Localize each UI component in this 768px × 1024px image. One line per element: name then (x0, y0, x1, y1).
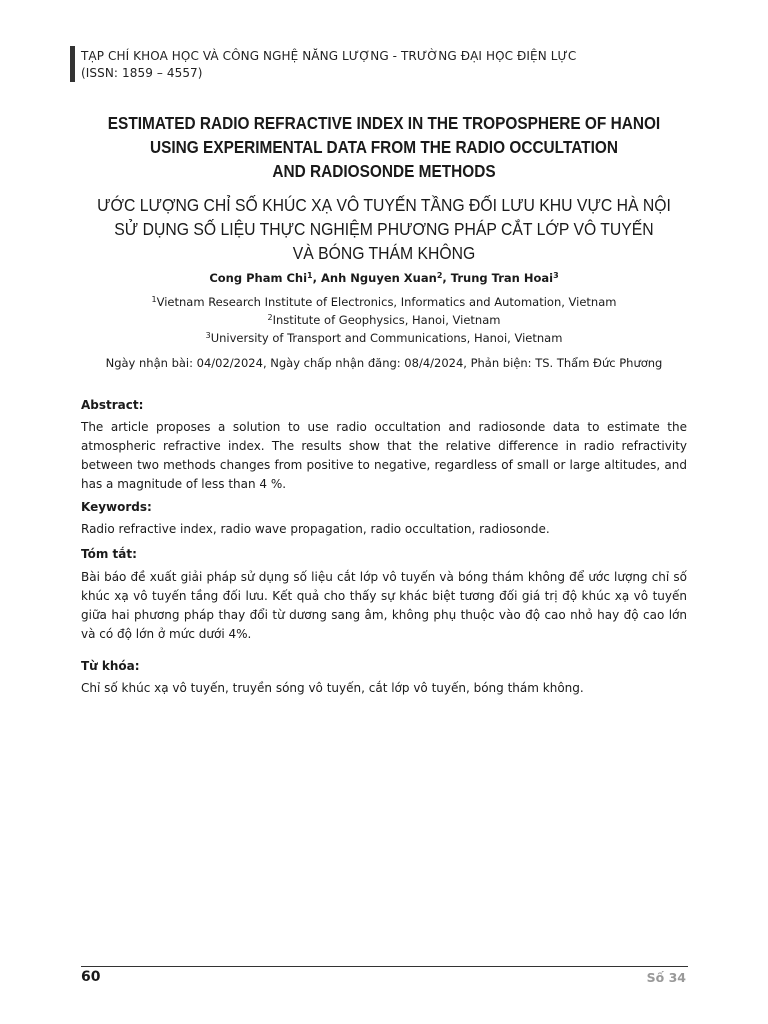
affiliation-sup: 1 (151, 295, 157, 304)
title-en-line: AND RADIOSONDE METHODS (272, 161, 496, 181)
tomtat-heading: Tóm tắt: (81, 547, 137, 561)
affiliation-text: Institute of Geophysics, Hanoi, Vietnam (272, 313, 501, 327)
keywords-text: Radio refractive index, radio wave propagation, radio occultation, radiosonde. (81, 522, 550, 536)
author-name: Cong Pham Chi (209, 271, 308, 285)
affiliation (0, 293, 768, 311)
affiliation-sup: 3 (205, 331, 211, 340)
journal-issn: (ISSN: 1859 – 4557) (81, 66, 203, 80)
issue-number: Số 34 (646, 970, 686, 985)
author-sup: 2 (436, 271, 443, 280)
affiliation (0, 311, 768, 329)
author-sup: 1 (307, 271, 313, 280)
affiliation-list (0, 293, 768, 347)
author-list (0, 271, 768, 285)
keywords-heading: Keywords: (81, 500, 152, 514)
journal-name: TẠP CHÍ KHOA HỌC VÀ CÔNG NGHỆ NĂNG LƯỢNG - TRƯỜNG ĐẠI HỌC ĐIỆN LỰC (81, 49, 577, 63)
header-bar (70, 46, 75, 82)
affiliation-sup: 2 (267, 313, 273, 322)
title-en-line: USING EXPERIMENTAL DATA FROM THE RADIO OCCULTATION (150, 137, 618, 157)
author-sep: , (312, 271, 321, 285)
tukhoa-text: Chỉ số khúc xạ vô tuyến, truyền sóng vô tuyến, cắt lớp vô tuyến, bóng thám không. (81, 681, 584, 695)
author-name: Trung Tran Hoai (450, 271, 554, 285)
abstract-text: The article proposes a solution to use radio occultation and radiosonde data to estimate the atmospheric refractive index. The results show that the relative difference in radio refractivity between two methods changes from positive to negative, regardless of small or large altitudes, and has a magnitude of less than 4 %. (81, 420, 687, 491)
journal-header (81, 48, 576, 82)
title-vi-line: VÀ BÓNG THÁM KHÔNG (292, 243, 476, 263)
title-vi-line: SỬ DỤNG SỐ LIỆU THỰC NGHIỆM PHƯƠNG PHÁP CẮT LỚP VÔ TUYẾN (114, 219, 654, 239)
page-number: 60 (81, 969, 101, 985)
submission-dates: Ngày nhận bài: 04/02/2024, Ngày chấp nhận đăng: 08/4/2024, Phản biện: TS. Thẩm Đức Phương (105, 356, 663, 370)
author-sep: , (442, 271, 451, 285)
author-sup: 3 (553, 271, 559, 280)
affiliation-text: University of Transport and Communications, Hanoi, Vietnam (210, 331, 563, 345)
affiliation-text: Vietnam Research Institute of Electronics, Informatics and Automation, Vietnam (156, 295, 617, 309)
title-en-line: ESTIMATED RADIO REFRACTIVE INDEX IN THE TROPOSPHERE OF HANOI (107, 113, 661, 133)
title-vietnamese (92, 193, 675, 265)
author-name: Anh Nguyen Xuan (321, 271, 437, 285)
abstract-heading: Abstract: (81, 398, 144, 412)
tukhoa-heading: Từ khóa: (81, 659, 140, 673)
footer-rule (81, 966, 688, 967)
title-vi-line: ƯỚC LƯỢNG CHỈ SỐ KHÚC XẠ VÔ TUYẾN TẦNG ĐỐI LƯU KHU VỰC HÀ NỘI (97, 195, 671, 215)
affiliation (0, 329, 768, 347)
tomtat-text: Bài báo đề xuất giải pháp sử dụng số liệu cắt lớp vô tuyến và bóng thám không để ước lượng chỉ số khúc xạ vô tuyến tầng đối lưu. Kết quả cho thấy sự khác biệt tương đối giá trị độ khúc xạ vô tuyến giữa hai phương pháp thay đổi từ dương sang âm, không phụ thuộc vào độ cao nhỏ hay độ cao lớn và có độ lớn ở mức dưới 4%. (81, 570, 687, 641)
title-english (99, 111, 669, 183)
